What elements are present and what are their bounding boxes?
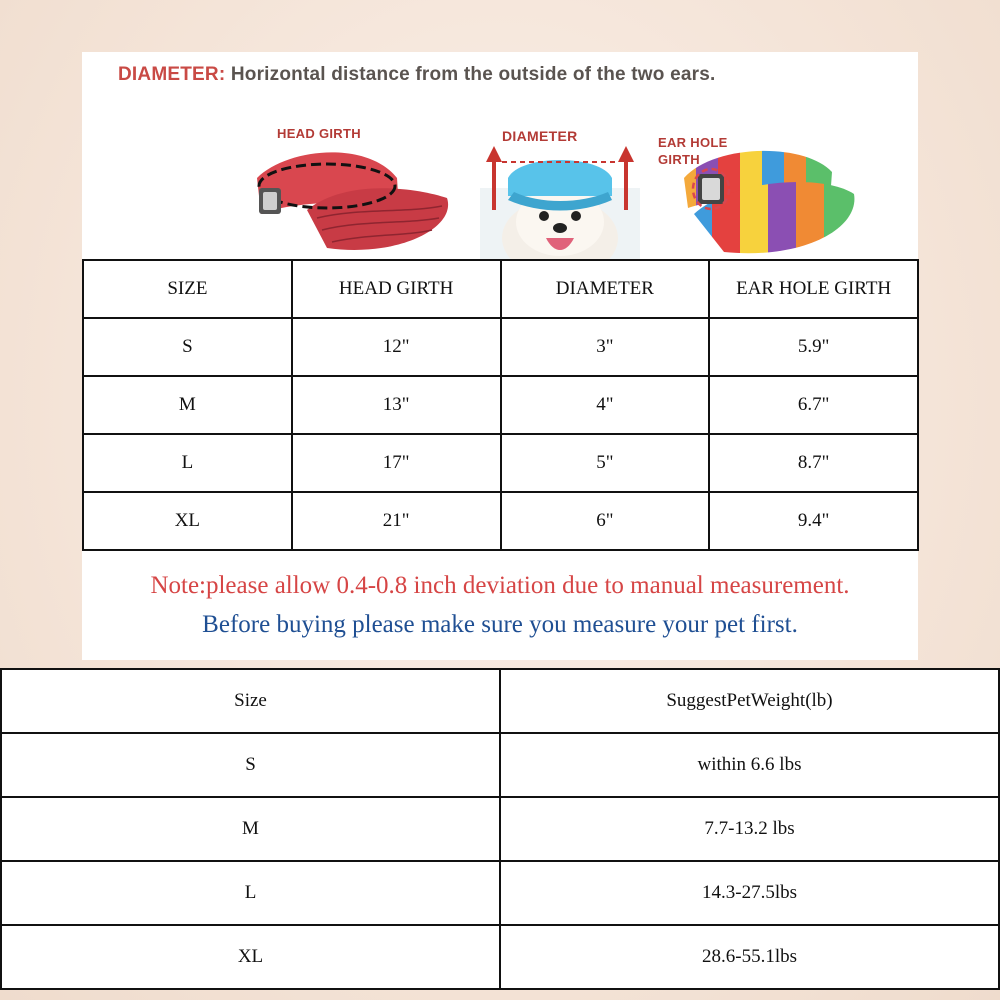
cell-weight: 7.7-13.2 lbs (500, 797, 999, 861)
cell-ear-hole-girth: 8.7" (709, 434, 918, 492)
cell-size: XL (1, 925, 500, 989)
cell-size: L (83, 434, 292, 492)
table-row (83, 376, 918, 434)
table-row (1, 733, 999, 797)
pet-weight-table (0, 668, 1000, 990)
table-row (83, 318, 918, 376)
head-girth-illustration (247, 118, 477, 260)
cell-diameter: 4" (501, 376, 710, 434)
cell-size: M (1, 797, 500, 861)
cell-weight: within 6.6 lbs (500, 733, 999, 797)
cell-weight: 14.3-27.5lbs (500, 861, 999, 925)
table-row (83, 492, 918, 550)
measure-first-note: Before buying please make sure you measure your pet first. (202, 611, 798, 638)
diameter-definition-label: DIAMETER: (118, 64, 226, 85)
cell-ear-hole-girth: 6.7" (709, 376, 918, 434)
header-size: SIZE (83, 260, 292, 318)
cell-ear-hole-girth: 5.9" (709, 318, 918, 376)
header-head-girth: HEAD GIRTH (292, 260, 501, 318)
cell-diameter: 6" (501, 492, 710, 550)
ear-hole-label-line1: EAR HOLE (658, 135, 728, 150)
table-row (1, 925, 999, 989)
header-diameter: DIAMETER (501, 260, 710, 318)
header-ear-hole-girth: EAR HOLE GIRTH (709, 260, 918, 318)
cell-diameter: 3" (501, 318, 710, 376)
ear-hole-girth-illustration (654, 118, 864, 260)
table-row (83, 434, 918, 492)
ear-hole-label-line2: GIRTH (658, 152, 700, 167)
deviation-note: Note:please allow 0.4-0.8 inch deviation due to manual measurement. (150, 572, 850, 599)
table-row (1, 797, 999, 861)
cell-size: M (83, 376, 292, 434)
cell-head-girth: 12" (292, 318, 501, 376)
diameter-illustration (480, 118, 640, 260)
head-girth-label: HEAD GIRTH (277, 126, 361, 141)
ear-hole-girth-label (658, 134, 728, 168)
cell-size: S (1, 733, 500, 797)
header-suggest-pet-weight: SuggestPetWeight(lb) (500, 669, 999, 733)
cell-weight: 28.6-55.1lbs (500, 925, 999, 989)
diameter-definition (118, 64, 715, 86)
diameter-callout-label: DIAMETER (502, 128, 578, 144)
table-row (1, 861, 999, 925)
cell-diameter: 5" (501, 434, 710, 492)
cell-head-girth: 17" (292, 434, 501, 492)
cell-size: S (83, 318, 292, 376)
cell-ear-hole-girth: 9.4" (709, 492, 918, 550)
cell-size: L (1, 861, 500, 925)
cell-size: XL (83, 492, 292, 550)
table-header-row (1, 669, 999, 733)
table-header-row (83, 260, 918, 318)
cell-head-girth: 21" (292, 492, 501, 550)
header-size: Size (1, 669, 500, 733)
cell-head-girth: 13" (292, 376, 501, 434)
diameter-definition-text: Horizontal distance from the outside of the two ears. (225, 64, 716, 85)
size-measurement-table (82, 259, 919, 551)
